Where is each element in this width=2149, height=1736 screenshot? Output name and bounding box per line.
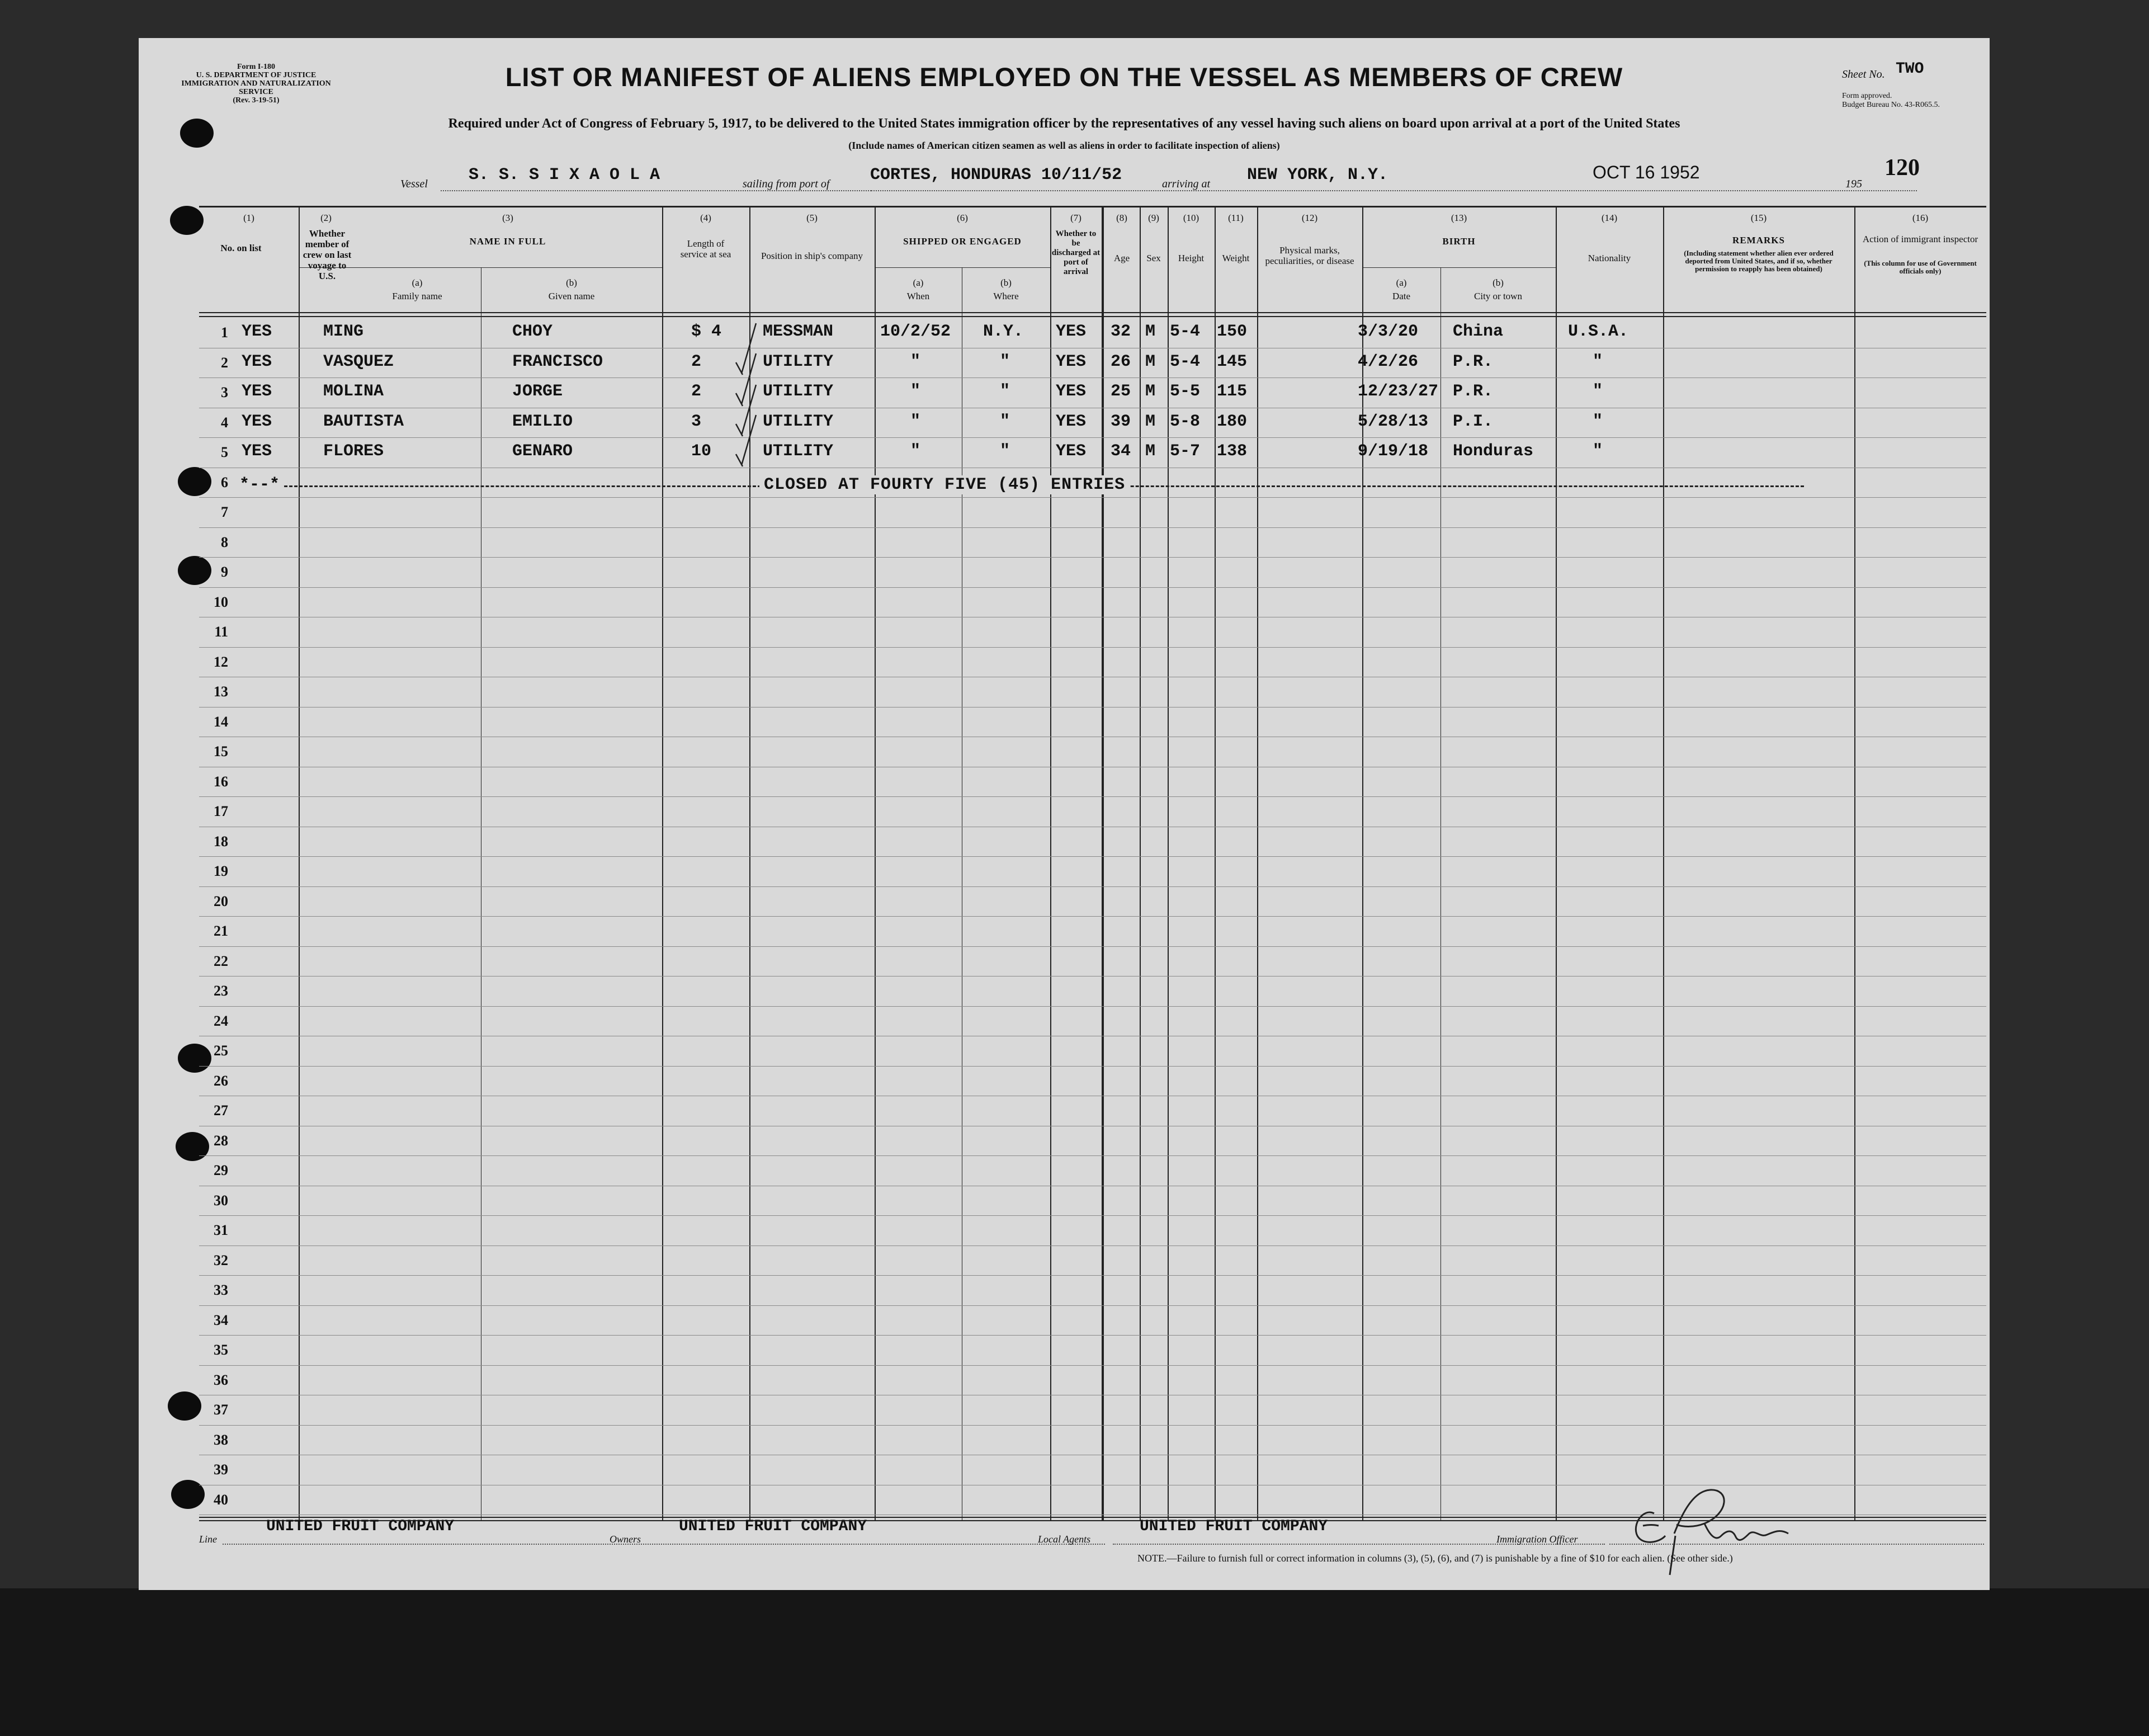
col-header-no: No. on list — [220, 243, 262, 253]
nationality-cell: U.S.A. — [1568, 322, 1629, 341]
service-length-cell: 2 — [691, 352, 702, 371]
row-number: 28 — [214, 1132, 228, 1149]
row-number: 24 — [214, 1012, 228, 1029]
col-number: (11) — [1228, 213, 1244, 223]
col-header-weight: Weight — [1222, 253, 1250, 263]
col-header-remarks: REMARKS — [1732, 235, 1785, 246]
birth-city-cell: P.R. — [1453, 382, 1494, 401]
col-header-physical-marks: Physical marks, peculiarities, or disease — [1265, 245, 1354, 266]
closed-prefix: *--* — [239, 475, 283, 494]
col-number: (10) — [1183, 213, 1199, 223]
shipped-when-cell: " — [910, 382, 921, 401]
col-header-sex: Sex — [1146, 253, 1161, 263]
arriving-label: arriving at — [1162, 178, 1211, 190]
row-number: 30 — [214, 1192, 228, 1209]
col-header-discharge: Whether to be discharged at port of arrival — [1051, 229, 1101, 276]
family-name-cell: VASQUEZ — [323, 352, 394, 371]
shipped-where-cell: " — [1000, 412, 1010, 431]
row-number: 35 — [214, 1342, 228, 1358]
row-number: 6 — [221, 474, 228, 490]
col-number: (4) — [700, 213, 711, 223]
sheet-label: Sheet No. — [1842, 68, 1885, 81]
department: U. S. DEPARTMENT OF JUSTICE — [196, 71, 317, 79]
birth-date-cell: 3/3/20 — [1358, 322, 1419, 341]
service-name: IMMIGRATION AND NATURALIZATION SERVICE — [181, 79, 331, 96]
weight-cell: 115 — [1217, 382, 1248, 401]
col-number: (16) — [1912, 213, 1929, 223]
sex-cell: M — [1145, 442, 1156, 461]
col-divider — [1257, 206, 1258, 1521]
row-number: 23 — [214, 983, 228, 999]
row-number: 19 — [214, 863, 228, 879]
col-divider — [299, 206, 300, 1521]
row-number: 31 — [214, 1222, 228, 1238]
weight-cell: 180 — [1217, 412, 1248, 431]
table-top-border — [199, 206, 1986, 207]
weight-cell: 150 — [1217, 322, 1248, 341]
col-divider — [1440, 267, 1441, 1521]
shipped-when-cell: " — [910, 352, 921, 371]
birth-date-cell: 12/23/27 — [1358, 382, 1439, 401]
col-subletter: (a) — [913, 277, 924, 288]
sex-cell: M — [1145, 322, 1156, 341]
previous-voyage-cell: YES — [242, 322, 272, 341]
family-name-cell: FLORES — [323, 442, 384, 461]
col-divider — [1556, 206, 1557, 1521]
col-number: (2) — [320, 213, 332, 223]
position-cell: MESSMAN — [763, 322, 834, 341]
shipped-where-cell: " — [1000, 442, 1010, 461]
sailing-from: CORTES, HONDURAS 10/11/52 — [870, 166, 1122, 185]
check-marks — [731, 306, 771, 497]
col-number: (14) — [1601, 213, 1618, 223]
form-number: Form I-180 — [237, 63, 276, 71]
position-cell: UTILITY — [763, 412, 834, 431]
include-note: (Include names of American citizen seamen as well as aliens in order to facilitate inspection of aliens) — [848, 140, 1280, 151]
row-number: 7 — [221, 504, 228, 520]
birth-city-cell: China — [1453, 322, 1504, 341]
col-number: (13) — [1451, 213, 1467, 223]
col-divider — [1854, 206, 1855, 1521]
discharge-cell: YES — [1056, 442, 1087, 461]
vessel-name: S. S. S I X A O L A — [469, 166, 660, 185]
row-number: 4 — [221, 414, 228, 431]
shipped-subheader-rule — [875, 267, 1050, 268]
previous-voyage-cell: YES — [242, 412, 272, 431]
sheet-number: TWO — [1896, 60, 1924, 78]
discharge-cell: YES — [1056, 322, 1087, 341]
row-rule — [199, 1275, 1986, 1276]
shipped-where-cell: " — [1000, 352, 1010, 371]
col-header-nationality: Nationality — [1588, 253, 1631, 263]
shipped-where-cell: " — [1000, 382, 1010, 401]
manifest-sheet — [139, 38, 1990, 1590]
revision: (Rev. 3-19-51) — [233, 96, 280, 105]
height-cell: 5-4 — [1170, 322, 1201, 341]
row-number: 5 — [221, 444, 228, 460]
col-header-shipped: SHIPPED OR ENGAGED — [903, 236, 1022, 247]
row-number: 29 — [214, 1162, 228, 1178]
col-divider — [1050, 206, 1051, 1521]
height-cell: 5-4 — [1170, 352, 1201, 371]
year-prefix: 195 — [1845, 178, 1862, 190]
col-subletter: (b) — [1000, 277, 1012, 288]
col-divider — [1362, 206, 1363, 1521]
row-number: 3 — [221, 384, 228, 400]
row-number: 17 — [214, 803, 228, 819]
col-header-birth-date: Date — [1392, 291, 1411, 301]
col-number: (3) — [502, 213, 513, 223]
nationality-cell: " — [1593, 352, 1603, 371]
birth-date-cell: 5/28/13 — [1358, 412, 1429, 431]
col-header-service: Length of service at sea — [680, 238, 731, 260]
vessel-label: Vessel — [400, 178, 428, 190]
previous-voyage-cell: YES — [242, 382, 272, 401]
row-number: 22 — [214, 952, 228, 969]
age-cell: 34 — [1111, 442, 1131, 461]
row-rule — [199, 557, 1986, 558]
row-number: 34 — [214, 1312, 228, 1328]
shipped-where-cell: N.Y. — [983, 322, 1024, 341]
col-divider — [1215, 206, 1216, 1521]
row-rule — [199, 946, 1986, 947]
row-number: 26 — [214, 1072, 228, 1089]
discharge-cell: YES — [1056, 382, 1087, 401]
col-divider — [662, 206, 663, 1521]
owners-label: Owners — [610, 1534, 641, 1545]
discharge-cell: YES — [1056, 412, 1087, 431]
col-divider — [1140, 206, 1141, 1521]
age-cell: 26 — [1111, 352, 1131, 371]
col-number: (8) — [1116, 213, 1127, 223]
row-number: 32 — [214, 1252, 228, 1268]
row-number: 9 — [221, 564, 228, 580]
col-header-inspector-action: Action of immigrant inspector — [1862, 234, 1978, 244]
birth-date-cell: 9/19/18 — [1358, 442, 1429, 461]
col-subletter: (b) — [566, 277, 577, 288]
service-length-cell: $ 4 — [691, 322, 722, 341]
row-number: 40 — [214, 1491, 228, 1508]
row-number: 20 — [214, 893, 228, 909]
given-name-cell: GENARO — [512, 442, 573, 461]
row-number: 1 — [221, 324, 228, 341]
row-number: 38 — [214, 1431, 228, 1448]
row-number: 25 — [214, 1042, 228, 1059]
height-cell: 5-8 — [1170, 412, 1201, 431]
nationality-cell: " — [1593, 382, 1603, 401]
col-number: (5) — [806, 213, 818, 223]
position-cell: UTILITY — [763, 352, 834, 371]
col-header-birth: BIRTH — [1442, 236, 1476, 247]
page-title: LIST OR MANIFEST OF ALIENS EMPLOYED ON THE VESSEL AS MEMBERS OF CREW — [505, 62, 1623, 92]
shipped-when-cell: " — [910, 412, 921, 431]
row-rule — [199, 1006, 1986, 1007]
owners-rule — [648, 1544, 1105, 1545]
shipped-when-cell: " — [910, 442, 921, 461]
birth-city-cell: Honduras — [1453, 442, 1534, 461]
closed-note: CLOSED AT FOURTY FIVE (45) ENTRIES — [759, 475, 1130, 494]
previous-voyage-cell: YES — [242, 352, 272, 371]
discharge-cell: YES — [1056, 352, 1087, 371]
given-name-cell: JORGE — [512, 382, 563, 401]
height-cell: 5-7 — [1170, 442, 1201, 461]
row-number: 18 — [214, 833, 228, 850]
sex-cell: M — [1145, 352, 1156, 371]
row-rule — [199, 1215, 1986, 1216]
penalty-note: NOTE.—Failure to furnish full or correct information in columns (3), (5), (6), and (7) is punishable by a fine of $10 for each alien. (See other side.) — [1137, 1553, 1733, 1564]
sex-cell: M — [1145, 412, 1156, 431]
service-length-cell: 3 — [691, 412, 702, 431]
row-number: 10 — [214, 593, 228, 610]
col-number: (15) — [1750, 213, 1767, 223]
col-header-city: City or town — [1474, 291, 1522, 301]
row-number: 16 — [214, 773, 228, 790]
row-number: 39 — [214, 1461, 228, 1478]
row-number: 15 — [214, 743, 228, 760]
header-bottom-border2 — [199, 316, 1986, 317]
row-rule — [199, 1425, 1986, 1426]
header-bottom-border — [199, 312, 1986, 313]
col-header-family-name: Family name — [392, 291, 442, 301]
col-header-prev-voyage: Whether member of crew on last voyage to U.S. — [303, 228, 352, 281]
birth-date-cell: 4/2/26 — [1358, 352, 1419, 371]
line-label: Line — [199, 1534, 218, 1545]
row-rule — [199, 856, 1986, 857]
col-number: (1) — [243, 213, 254, 223]
col-header-name: NAME IN FULL — [469, 236, 546, 247]
service-length-cell: 2 — [691, 382, 702, 401]
col-divider — [1168, 206, 1169, 1521]
col-header-when: When — [906, 291, 930, 301]
line-value: UNITED FRUIT COMPANY — [266, 1518, 455, 1535]
row-number: 37 — [214, 1402, 228, 1418]
row-rule — [199, 796, 1986, 797]
remarks-note: (Including statement whether alien ever ordered deported from United States, and if so, whether permission to reapply has been obtained) — [1684, 249, 1834, 273]
col-header-given-name: Given name — [548, 291, 595, 301]
row-rule — [199, 1335, 1986, 1336]
sex-cell: M — [1145, 382, 1156, 401]
row-rule — [199, 1365, 1986, 1366]
requirement-text: Required under Act of Congress of February 5, 1917, to be delivered to the United States immigration officer by the representatives of any vessel having such aliens on board upon arrival at a port of the United States — [448, 116, 1680, 131]
arriving-line — [1229, 190, 1917, 191]
row-rule — [199, 1305, 1986, 1306]
row-number: 8 — [221, 534, 228, 550]
given-name-cell: CHOY — [512, 322, 553, 341]
row-number: 33 — [214, 1282, 228, 1298]
row-rule — [199, 527, 1986, 528]
col-header-where: Where — [993, 291, 1019, 301]
row-number: 12 — [214, 653, 228, 670]
row-number: 11 — [214, 624, 228, 640]
age-cell: 25 — [1111, 382, 1131, 401]
weight-cell: 145 — [1217, 352, 1248, 371]
age-cell: 32 — [1111, 322, 1131, 341]
row-number: 21 — [214, 923, 228, 939]
agents-value: UNITED FRUIT COMPANY — [1140, 1518, 1328, 1535]
budget-bureau: Budget Bureau No. 43-R065.5. — [1842, 101, 1940, 109]
col-header-age: Age — [1113, 253, 1130, 263]
col-subletter: (a) — [1396, 277, 1407, 288]
officer-label: Immigration Officer — [1496, 1534, 1578, 1545]
birth-subheader-rule — [1362, 267, 1556, 268]
birth-city-cell: P.R. — [1453, 352, 1494, 371]
form-approved: Form approved. — [1842, 92, 1892, 100]
col-divider — [875, 206, 876, 1521]
row-rule — [199, 647, 1986, 648]
family-name-cell: MOLINA — [323, 382, 384, 401]
row-number: 2 — [221, 354, 228, 371]
row-rule — [199, 886, 1986, 887]
inspector-note: (This column for use of Government officials only) — [1864, 259, 1977, 275]
given-name-cell: FRANCISCO — [512, 352, 603, 371]
col-number: (9) — [1148, 213, 1159, 223]
agents-label: Local Agents — [1038, 1534, 1091, 1545]
family-name-cell: BAUTISTA — [323, 412, 404, 431]
col-header-height: Height — [1178, 253, 1205, 263]
family-name-cell: MING — [323, 322, 364, 341]
owners-value: UNITED FRUIT COMPANY — [679, 1518, 867, 1535]
nationality-cell: " — [1593, 412, 1603, 431]
col-number: (7) — [1070, 213, 1081, 223]
page-number: 120 — [1884, 155, 1920, 181]
row-rule — [199, 1155, 1986, 1156]
row-number: 14 — [214, 713, 228, 730]
birth-city-cell: P.I. — [1453, 412, 1494, 431]
arrival-stamp: OCT 16 1952 — [1593, 162, 1700, 182]
age-cell: 39 — [1111, 412, 1131, 431]
height-cell: 5-5 — [1170, 382, 1201, 401]
col-divider — [1663, 206, 1664, 1521]
col-divider — [1102, 206, 1104, 1521]
position-cell: UTILITY — [763, 382, 834, 401]
row-rule — [199, 916, 1986, 917]
scan-background — [0, 1588, 2149, 1736]
row-rule — [199, 587, 1986, 588]
row-number: 13 — [214, 683, 228, 700]
service-length-cell: 10 — [691, 442, 712, 461]
col-subletter: (b) — [1493, 277, 1504, 288]
given-name-cell: EMILIO — [512, 412, 573, 431]
position-cell: UTILITY — [763, 442, 834, 461]
row-number: 27 — [214, 1102, 228, 1119]
punch-hole — [170, 206, 204, 235]
col-subletter: (a) — [412, 277, 423, 288]
officer-signature — [1621, 1480, 1800, 1581]
nationality-cell: " — [1593, 442, 1603, 461]
shipped-when-cell: 10/2/52 — [880, 322, 951, 341]
col-header-position: Position in ship's company — [761, 251, 863, 261]
sailing-label: sailing from port of — [743, 178, 830, 190]
weight-cell: 138 — [1217, 442, 1248, 461]
col-number: (12) — [1301, 213, 1318, 223]
col-number: (6) — [957, 213, 968, 223]
row-number: 36 — [214, 1371, 228, 1388]
previous-voyage-cell: YES — [242, 442, 272, 461]
row-rule — [199, 497, 1986, 498]
row-rule — [199, 437, 1986, 438]
arriving-at: NEW YORK, N.Y. — [1247, 166, 1388, 185]
row-rule — [199, 1066, 1986, 1067]
